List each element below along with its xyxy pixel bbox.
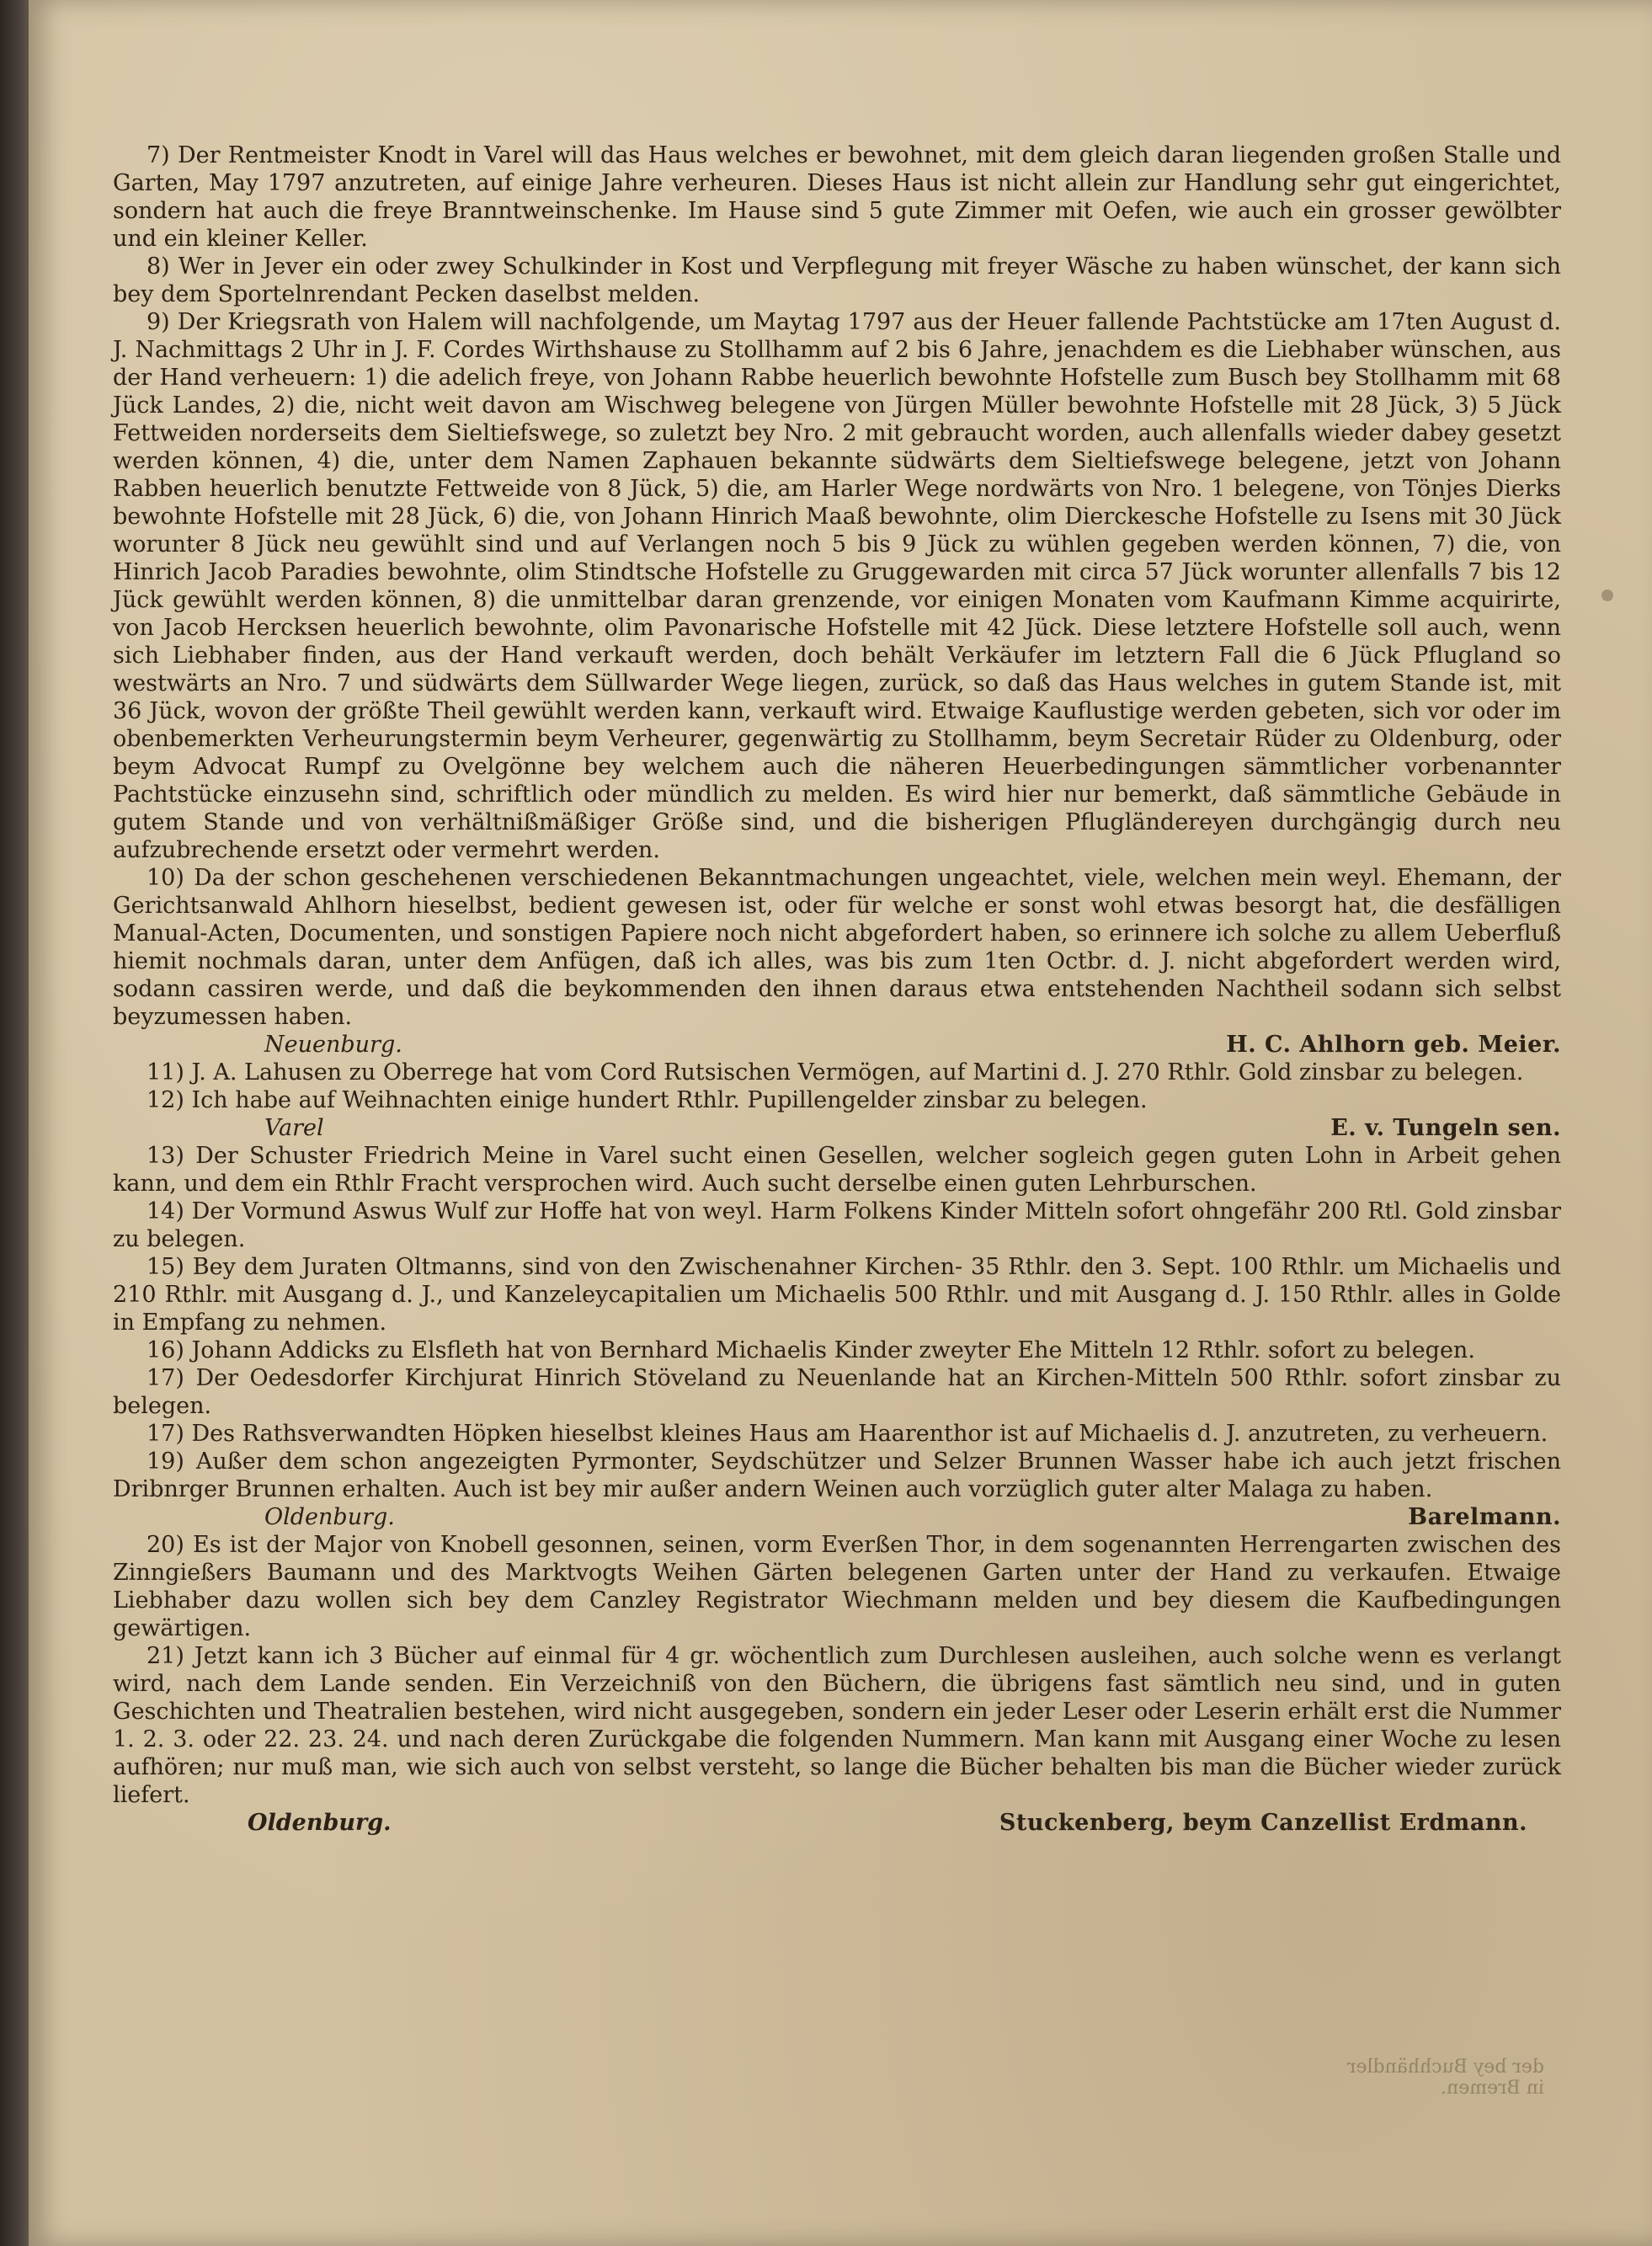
ad-text: Der Schuster Friedrich Meine in Varel sucht einen Gesellen, welcher sogleich gegen guten Lohn in Arbeit gehen kann, und dem ein Rthlr Fracht versprochen wird. Auch sucht derselbe einen guten Lehrburschen.	[113, 1143, 1561, 1197]
ad-number: 17)	[147, 1365, 184, 1391]
ad-text: Des Rathsverwandten Höpken hieselbst kleines Haus am Haarenthor ist auf Michaelis d. J. anzutreten, zu verheuern.	[191, 1421, 1548, 1447]
ad-place: Varel	[264, 1115, 324, 1141]
ad-10-signature-row	[113, 1031, 1561, 1059]
ad-19	[113, 1448, 1561, 1531]
ad-7	[113, 141, 1561, 253]
ad-number: 8)	[147, 253, 170, 280]
ad-text: J. A. Lahusen zu Oberrege hat vom Cord Rutsischen Vermögen, auf Martini d. J. 270 Rthlr. Gold zinsbar zu belegen.	[191, 1059, 1524, 1086]
paper-stain	[1601, 590, 1613, 601]
ad-signature: Barelmann.	[1408, 1504, 1561, 1530]
ad-12-signature-row	[113, 1114, 1561, 1142]
ad-text: Außer dem schon angezeigten Pyrmonter, Seydschützer und Selzer Brunnen Wasser habe ich auch jetzt frischen Dribnrger Brunnen erhalten. Auch ist bey mir außer andern Weinen auch vorzüglich guter alter Malaga zu haben.	[113, 1448, 1561, 1502]
ad-number: 10)	[147, 865, 184, 891]
ad-text: Der Vormund Aswus Wulf zur Hoffe hat von weyl. Harm Folkens Kinder Mitteln sofort ohngefähr 200 Rtl. Gold zinsbar zu belegen.	[113, 1198, 1561, 1252]
ad-21	[113, 1642, 1561, 1809]
ad-17a	[113, 1364, 1561, 1420]
ad-14	[113, 1198, 1561, 1253]
advertisement-column	[113, 141, 1561, 2070]
ad-text: Wer in Jever ein oder zwey Schulkinder in Kost und Verpflegung mit freyer Wäsche zu haben wünschet, der kann sich bey dem Sportelnrendant Pecken daselbst melden.	[113, 253, 1561, 307]
ad-text: Der Oedesdorfer Kirchjurat Hinrich Stöveland zu Neuenlande hat an Kirchen-Mitteln 500 Rthlr. sofort zinsbar zu belegen.	[113, 1365, 1561, 1419]
ad-text: Es ist der Major von Knobell gesonnen, seinen, vorm Everßen Thor, in dem sogenannten Herrengarten zwischen des Zinngießers Baumann und des Marktvogts Weihen Gärten belegenen Garten unter der Hand zu verkaufen. Etwaige Liebhaber dazu wollen sich bey dem Canzley Registrator Wiechmann melden und bey diesem die Kaufbedingungen gewärtigen.	[113, 1532, 1561, 1641]
ad-text: Der Rentmeister Knodt in Varel will das Haus welches er bewohnet, mit dem gleich daran liegenden großen Stalle und Garten, May 1797 anzutreten, auf einige Jahre verheuren. Dieses Haus ist nicht allein zur Handlung sehr gut eingerichtet, sondern hat auch die freye Branntweinschenke. Im Hause sind 5 gute Zimmer mit Oefen, wie auch ein grosser gewölbter und ein kleiner Keller.	[113, 142, 1561, 252]
ad-19-signature-row	[113, 1503, 1561, 1531]
ad-number: 7)	[147, 142, 170, 168]
ad-signature: H. C. Ahlhorn geb. Meier.	[1226, 1032, 1561, 1058]
ad-text: Ich habe auf Weihnachten einige hundert Rthlr. Pupillengelder zinsbar zu belegen.	[191, 1087, 1148, 1113]
newspaper-page	[29, 0, 1652, 2246]
ad-text: Da der schon geschehenen verschiedenen Bekanntmachungen ungeachtet, viele, welchen mein weyl. Ehemann, der Gerichtsanwald Ahlhorn hieselbst, bedient gewesen ist, oder für welche er sonst wohl etwas besorgt hat, die desfälligen Manual-Acten, Documenten, und sonstigen Papiere noch nicht abgefordert haben, so erinnere ich solche zu allem Ueberfluß hiemit nochmals daran, unter dem Anfügen, daß ich alles, was bis zum 1ten Octbr. d. J. nicht abgefordert werden wird, sodann cassiren werde, und daß die beykommenden den ihnen daraus etwa entstehenden Nachtheil sodann sich selbst beyzumessen haben.	[113, 865, 1561, 1030]
ad-8	[113, 253, 1561, 308]
ad-16	[113, 1336, 1561, 1364]
ad-number: 13)	[147, 1143, 184, 1169]
ad-place: Oldenburg.	[264, 1504, 395, 1530]
ad-number: 12)	[147, 1087, 184, 1113]
ad-place: Neuenburg.	[264, 1032, 402, 1058]
ad-text: Johann Addicks zu Elsfleth hat von Bernhard Michaelis Kinder zweyter Ehe Mitteln 12 Rthlr. sofort zu belegen.	[191, 1337, 1475, 1363]
page-footer-signature	[113, 1809, 1561, 1837]
ad-17b	[113, 1420, 1561, 1448]
ad-text: Bey dem Juraten Oltmanns, sind von den Zwischenahner Kirchen- 35 Rthlr. den 3. Sept. 100 Rthlr. um Michaelis und 210 Rthlr. mit Ausgang d. J., und Kanzeleycapitalien um Michaelis 500 Rthlr. und mit Ausgang d. J. 150 Rthlr. alles in Golde in Empfang zu nehmen.	[113, 1254, 1561, 1336]
ad-10	[113, 864, 1561, 1059]
footer-place: Oldenburg.	[248, 1810, 392, 1836]
ad-number: 20)	[147, 1532, 184, 1558]
bleed-through-text: der bey Buchhändler in Bremen.	[1346, 2057, 1544, 2099]
footer-signature: Stuckenberg, beym Canzellist Erdmann.	[999, 1810, 1527, 1836]
ad-signature: E. v. Tungeln sen.	[1330, 1115, 1561, 1141]
ad-number: 15)	[147, 1254, 184, 1280]
ad-number: 19)	[147, 1448, 184, 1475]
ad-number: 21)	[147, 1643, 184, 1669]
ad-number: 17)	[147, 1421, 184, 1447]
ad-number: 11)	[147, 1059, 184, 1086]
ad-13	[113, 1142, 1561, 1198]
ad-number: 14)	[147, 1198, 184, 1224]
ad-number: 9)	[147, 309, 170, 335]
ad-text: Jetzt kann ich 3 Bücher auf einmal für 4 gr. wöchentlich zum Durchlesen ausleihen, auch solche wenn es verlangt wird, nach dem Lande senden. Ein Verzeichniß von den Büchern, die übrigens fast sämtlich neu sind, und in guten Geschichten und Theatralien bestehen, wird nicht ausgegeben, sondern ein jeder Leser oder Leserin erhält erst die Nummer 1. 2. 3. oder 22. 23. 24. und nach deren Zurückgabe die folgenden Nummern. Man kann mit Ausgang einer Woche zu lesen aufhören; nur muß man, wie sich auch von selbst versteht, so lange die Bücher behalten bis man die Bücher wieder zurück liefert.	[113, 1643, 1561, 1808]
ad-text: Der Kriegsrath von Halem will nachfolgende, um Maytag 1797 aus der Heuer fallende Pachtstücke am 17ten August d. J. Nachmittags 2 Uhr in J. F. Cordes Wirthshause zu Stollhamm auf 2 bis 6 Jahre, jenachdem es die Liebhaber wünschen, aus der Hand verheuern: 1) die adelich freye, von Johann Rabbe heuerlich bewohnte Hofstelle zum Busch bey Stollhamm mit 68 Jück Landes, 2) die, nicht weit davon am Wischweg belegene von Jürgen Müller bewohnte Hofstelle mit 28 Jück, 3) 5 Jück Fettweiden norderseits dem Sieltiefswege, so zuletzt bey Nro. 2 mit gebraucht worden, auch allenfalls wieder dabey gesetzt werden können, 4) die, unter dem Namen Zaphauen bekannte südwärts dem Sieltiefswege belegene, jetzt von Johann Rabben heuerlich benutzte Fettweide von 8 Jück, 5) die, am Harler Wege nordwärts von Nro. 1 belegene, von Tönjes Dierks bewohnte Hofstelle mit 28 Jück, 6) die, von Johann Hinrich Maaß bewohnte, olim Dierckesche Hofstelle zu Isens mit 30 Jück worunter 8 Jück neu gewühlt sind und auf Verlangen noch 5 bis 9 Jück zu wühlen gegeben werden können, 7) die, von Hinrich Jacob Paradies bewohnte, olim Stindtsche Hofstelle zu Gruggewarden mit circa 57 Jück worunter allenfalls 7 bis 12 Jück gewühlt werden können, 8) die unmittelbar daran grenzende, vor einigen Monaten vom Kaufmann Kimme acquirirte, von Jacob Hercksen heuerlich bewohnte, olim Pavonarische Hofstelle mit 42 Jück. Diese letztere Hofstelle soll auch, wenn sich Liebhaber finden, aus der Hand verkauft werden, doch behält Verkäufer im letztern Fall die 6 Jück Pflugland so westwärts an Nro. 7 und südwärts dem Süllwarder Wege liegen, zurück, so daß das Haus welches in gutem Stande ist, mit 36 Jück, wovon der größte Theil gewühlt werden kann, verkauft wird. Etwaige Kauflustige werden gebeten, sich vor oder im obenbemerkten Verheurungstermin beym Verheurer, gegenwärtig zu Stollhamm, beym Secretair Rüder zu Oldenburg, oder beym Advocat Rumpf zu Ovelgönne bey welchem auch die näheren Heuerbedingungen sämmtlicher vorbenannter Pachtstücke einzusehn sind, schriftlich oder mündlich zu melden. Es wird hier nur bemerkt, daß sämmtliche Gebäude in gutem Stande und von verhältnißmäßiger Größe sind, und die bisherigen Pflugländereyen durchgängig durch neu aufzubrechende ersetzt oder vermehrt werden.	[113, 309, 1561, 863]
ad-9	[113, 308, 1561, 864]
ad-12	[113, 1086, 1561, 1142]
ad-number: 16)	[147, 1337, 184, 1363]
ad-15	[113, 1253, 1561, 1336]
ad-11	[113, 1059, 1561, 1086]
ad-20	[113, 1531, 1561, 1642]
